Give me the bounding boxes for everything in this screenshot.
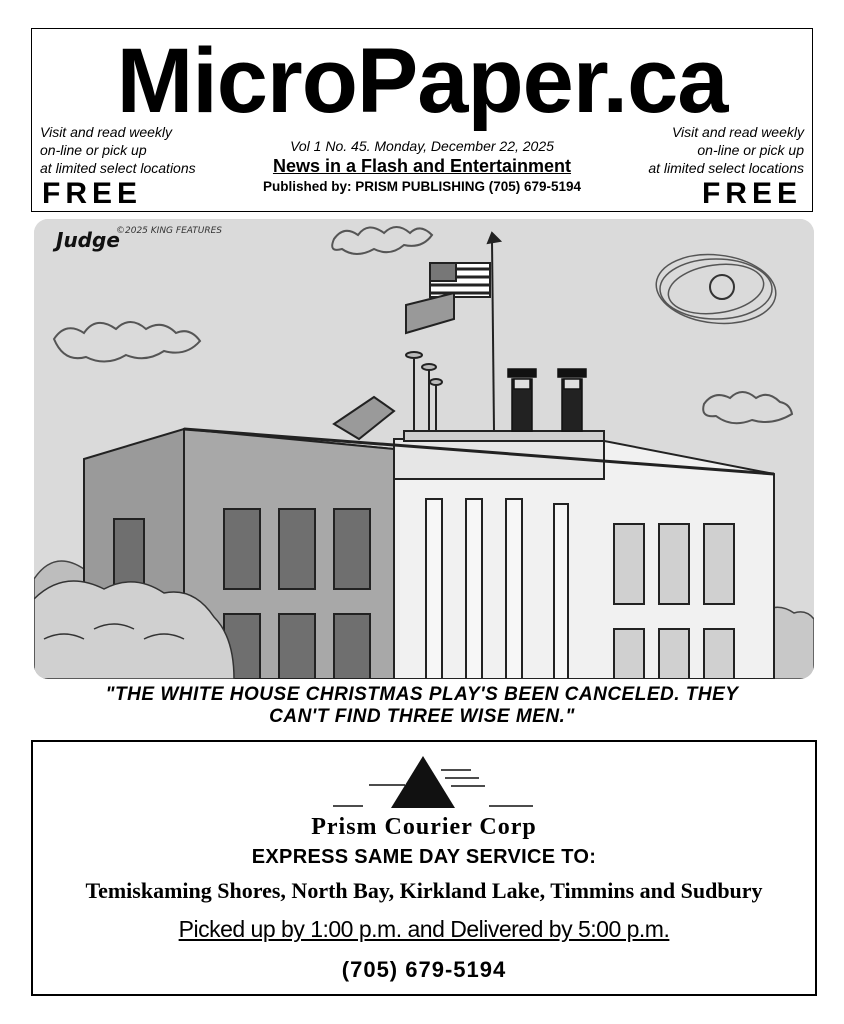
express-service-heading: EXPRESS SAME DAY SERVICE TO: (251, 846, 597, 868)
caption-line: CAN'T FIND THREE WISE MEN." (269, 706, 575, 727)
cartoon-caption (40, 684, 804, 728)
prism-logo-icon (33, 752, 815, 812)
volume-line: Vol 1 No. 45. Monday, December 22, 2025 (290, 138, 554, 154)
right-note-line: on-line or pick up (697, 142, 804, 158)
left-note-line: Visit and read weekly (40, 124, 173, 140)
caption-line: "THE WHITE HOUSE CHRISTMAS PLAY'S BEEN CANCELED. THEY (105, 684, 739, 705)
tagline: News in a Flash and Entertainment (272, 156, 572, 176)
company-name: Prism Courier Corp (311, 814, 537, 840)
free-label-right: FREE (701, 177, 802, 210)
cartoon-signature: Judge (56, 228, 120, 252)
courier-advertisement (31, 740, 817, 996)
left-note-line: at limited select locations (40, 160, 196, 176)
cartoon-copyright: ©2025 KING FEATURES (116, 226, 222, 236)
free-label-left: FREE (42, 177, 143, 210)
masthead (31, 28, 813, 212)
right-note-line: Visit and read weekly (671, 124, 804, 140)
editorial-cartoon (34, 219, 814, 679)
left-visit-note (40, 123, 240, 177)
left-note-line: on-line or pick up (40, 142, 147, 158)
newspaper-title: MicroPaper.ca (116, 30, 728, 132)
service-cities: Temiskaming Shores, North Bay, Kirkland Lake, Timmins and Sudbury (85, 878, 763, 903)
phone-number: (705) 679-5194 (341, 957, 507, 982)
issue-info (232, 137, 612, 197)
right-note-line: at limited select locations (648, 160, 804, 176)
right-visit-note (604, 123, 804, 177)
publisher-line: Published by: PRISM PUBLISHING (705) 679-5194 (262, 179, 582, 194)
cartoon-illustration (34, 219, 814, 679)
pickup-delivery-times: Picked up by 1:00 p.m. and Delivered by 5:00 p.m. (178, 916, 670, 942)
